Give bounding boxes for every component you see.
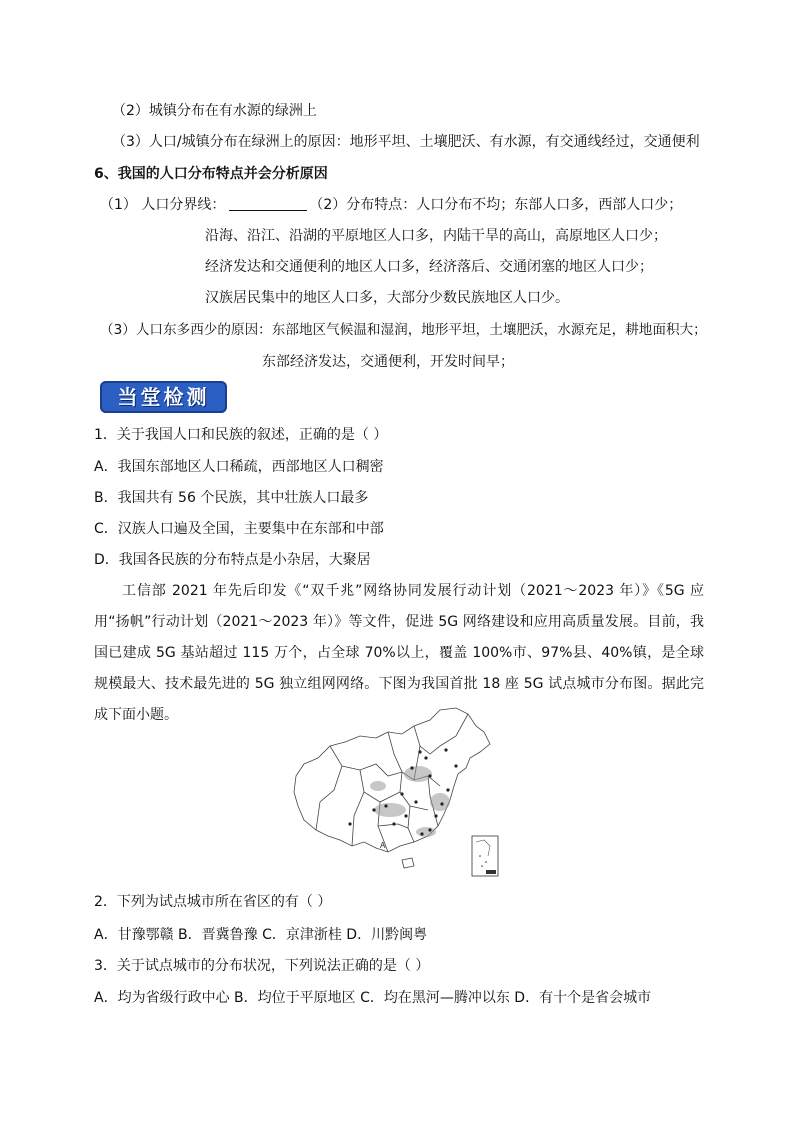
city-marker xyxy=(454,764,457,767)
province-line xyxy=(316,766,342,830)
city-marker xyxy=(420,832,423,835)
population-line-item xyxy=(100,195,682,215)
city-marker xyxy=(446,788,449,791)
q1-option-a[interactable]: A．我国东部地区人口稀疏，西部地区人口稠密 xyxy=(94,459,384,475)
section-badge xyxy=(100,381,227,413)
city-marker xyxy=(428,774,431,777)
province-line xyxy=(414,714,468,754)
city-marker xyxy=(392,822,395,825)
answer-blank[interactable] xyxy=(229,196,307,211)
text-oasis-reasons: （3）人口/城镇分布在绿洲上的原因：地形平坦、土壤肥沃、有水源，有交通线经过，交通便利 xyxy=(112,134,700,150)
city-marker xyxy=(348,822,351,825)
sub-point: 沿海、沿江、沿湖的平原地区人口多，内陆干旱的高山，高原地区人口少； xyxy=(205,228,667,244)
sub-point: 汉族居民集中的地区人口多，大部分少数民族地区人口少。 xyxy=(205,290,569,306)
map-marker-label: A xyxy=(380,841,386,850)
china-5g-city-map xyxy=(290,706,504,882)
city-markers xyxy=(348,748,457,835)
province-line xyxy=(408,806,414,842)
item2-text: （2）分布特点：人口分布不均；东部人口多，西部人口少； xyxy=(309,197,683,213)
passage-text: 工信部 2021 年先后印发《“双千兆”网络协同发展行动计划（2021～2023 年）》《5G 应用“扬帆”行动计划（2021～2023 年）》等文件，促进 5G 网络建设和应用高质量发展。目前，我国已建成 5G 基站超过 115 万个，占全球 70%以上，覆盖 100%市、97%县、40%镇，是全球规模最大、技术最先进的 5G 独立组网网络。下图为我国首批 18 座 5G 试点城市分布图。据此完成下面小题。 xyxy=(94,583,704,723)
city-marker xyxy=(428,828,431,831)
q1-option-b[interactable]: B．我国共有 56 个民族，其中壮族人口最多 xyxy=(94,490,369,506)
province-line xyxy=(352,792,364,846)
city-cluster xyxy=(404,766,432,782)
map-outline xyxy=(294,708,490,868)
item3-continuation: 东部经济发达，交通便利，开发时间早； xyxy=(262,354,514,370)
item1-label: （1） 人口分界线： xyxy=(100,197,226,213)
section-title: 6、我国的人口分布特点并会分析原因 xyxy=(94,166,328,182)
city-marker xyxy=(444,748,447,751)
sub-point: 经济发达和交通便利的地区人口多，经济落后、交通闭塞的地区人口少； xyxy=(205,259,653,275)
city-marker xyxy=(384,804,387,807)
city-marker xyxy=(434,814,437,817)
city-cluster xyxy=(430,793,450,811)
city-marker xyxy=(414,800,417,803)
city-marker xyxy=(424,756,427,759)
q2-stem: 2．下列为试点城市所在省区的有（ ） xyxy=(94,894,332,910)
city-cluster xyxy=(370,781,386,791)
city-marker xyxy=(372,808,375,811)
q1-option-c[interactable]: C．汉族人口遍及全国，主要集中在东部和中部 xyxy=(94,521,384,537)
hainan-island xyxy=(402,858,414,868)
q1-stem: 1．关于我国人口和民族的叙述，正确的是（ ） xyxy=(94,427,388,443)
city-cluster xyxy=(416,827,436,837)
city-marker xyxy=(404,814,407,817)
text-oasis-towns: （2）城镇分布在有水源的绿洲上 xyxy=(112,103,317,119)
q3-options[interactable]: A．均为省级行政中心 B．均位于平原地区 C．均在黑河—腾冲以东 D．有十个是省会城市 xyxy=(94,990,652,1006)
city-marker xyxy=(400,792,403,795)
city-marker xyxy=(418,750,421,753)
city-marker xyxy=(440,802,443,805)
q3-stem: 3．关于试点城市的分布状况，下列说法正确的是（ ） xyxy=(94,958,430,974)
city-cluster xyxy=(374,803,406,817)
q2-options[interactable]: A．甘豫鄂赣 B．晋冀鲁豫 C．京津浙桂 D．川黔闽粤 xyxy=(94,927,428,943)
badge-label: 当堂检测 xyxy=(117,385,210,409)
item3-text: （3）人口东多西少的原因：东部地区气候温和湿润，地形平坦，土壤肥沃，水源充足，耕地面积大； xyxy=(100,322,707,338)
city-marker xyxy=(410,766,413,769)
country-border xyxy=(294,708,490,852)
south-china-sea-inset xyxy=(472,836,498,876)
q1-option-d[interactable]: D．我国各民族的分布特点是小杂居，大聚居 xyxy=(94,552,371,568)
